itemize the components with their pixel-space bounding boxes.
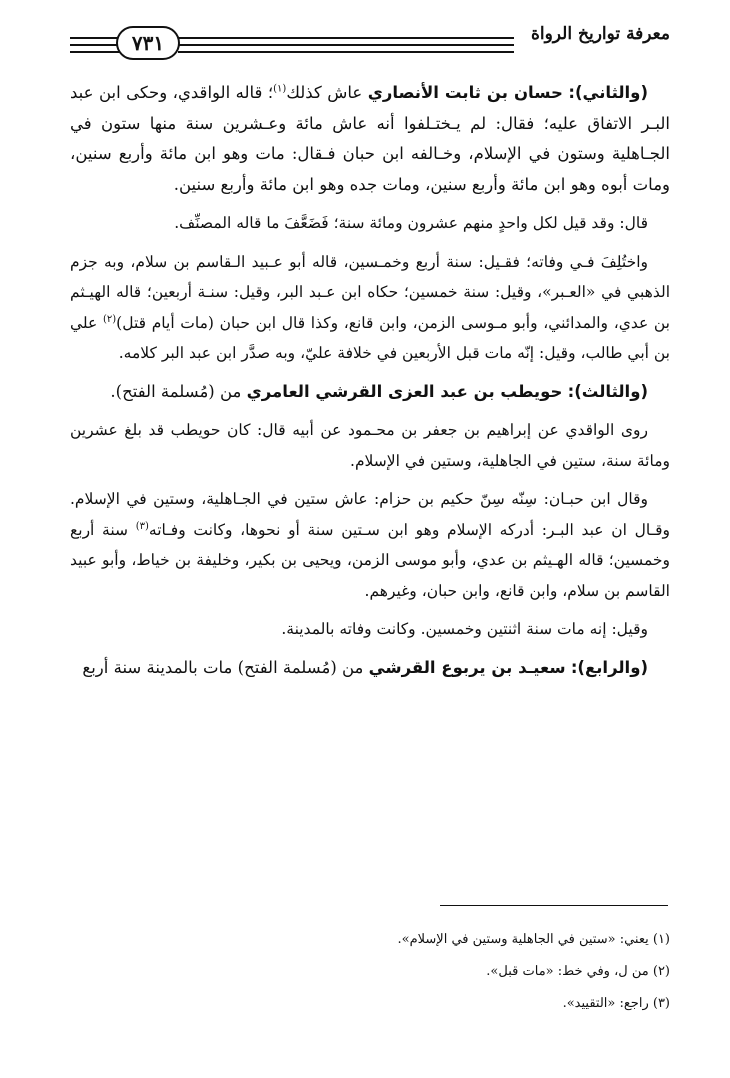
paragraph-text: سنة أربع وخمسين؛ قاله الهـيثم بن عدي، وأبو موسى الزمن، ويحيى بن بكير، وخليفة بن خياط، وأبو عبيد القاسم بن سلام، وابن قانع، وابن حبان، وغيرهم. bbox=[70, 520, 670, 600]
footnote-3: (٣) راجع: «التقييد». bbox=[562, 996, 670, 1011]
paragraph-third-entry bbox=[70, 377, 670, 408]
footnote-2: (٢) من ل، وفي خط: «مات قبل». bbox=[486, 964, 670, 979]
running-title: معرفة تواريخ الرواة bbox=[530, 24, 670, 44]
paragraph-text: وقال ابن حبـان: سِنّه سِنّ حكيم بن حزام: عاش ستين في الجـاهلية، وستين في الإسلام. وقـال ان عبد البـر: أدركه الإسلام وهو ابن سـتين سنة أو نحوها، وكانت وفـاته bbox=[70, 490, 670, 539]
paragraph-fourth-entry bbox=[70, 653, 670, 684]
entry-label: (والثالث): bbox=[567, 381, 648, 401]
paragraph-text: عاش كذلك bbox=[286, 83, 363, 102]
paragraph bbox=[70, 484, 670, 606]
header-rule bbox=[178, 37, 514, 39]
footnote-ref: (٢) bbox=[102, 313, 117, 325]
entry-name: سعيـد بن يربوع القرشي bbox=[368, 657, 566, 677]
footnote-1: (١) يعني: «ستين في الجاهلية وستين في الإسلام». bbox=[397, 932, 670, 947]
entry-label: (والرابع): bbox=[570, 657, 648, 677]
paragraph-text: من (مُسلمة الفتح). bbox=[110, 381, 242, 401]
header-rule bbox=[70, 44, 120, 46]
page-number: ٧٣١ bbox=[116, 26, 180, 60]
paragraph-text: واختُلِفَ فـي وفاته؛ فقـيل: سنة أربع وخمـسين، قاله أبو عـبيد الـقاسم بن سلام، وبه جزم الذهبي في «العـبر»، وقيل: سنة خمسين؛ حكاه ابن عـبد البر، وقيل: سنـة أربعين؛ قاله الهيـثم بن عدي، والمدائني، وأبو مـوسى الزمن، وابن قانع، وكذا قال ابن حبان (مات أيام قتل) bbox=[70, 252, 670, 332]
footnotes bbox=[70, 932, 670, 1028]
paragraph bbox=[70, 247, 670, 369]
header-rule bbox=[178, 51, 514, 53]
header-rule bbox=[178, 44, 514, 46]
page-header bbox=[70, 22, 670, 72]
paragraph: وقيل: إنه مات سنة اثنتين وخمسين. وكانت وفاته بالمدينة. bbox=[281, 620, 648, 638]
paragraph: روى الواقدي عن إبراهيم بن جعفر بن محـمود عن أبيه قال: كان حويطب قد بلغ عشرين ومائة سنة، ستين في الجاهلية، وستين في الإسلام. bbox=[70, 421, 670, 470]
paragraph-text: ؛ قاله الواقدي، وحكى ابن عبد البـر الاتفاق عليه؛ فقال: لم يـختـلفوا أنه عاش مائة وعـشرين سنة منها ستون في الجـاهلية وستون في الإسلام، وخـالفه ابن حبان فـقال: مات وهو ابن مائة وأربع سنين، ومات أبوه وهو ابن مائة وأربع سنين، ومات جده وهو ابن مائة وأربع سنين. bbox=[70, 83, 670, 194]
paragraph: قال: وقد قيل لكل واحدٍ منهم عشرون ومائة سنة؛ فَضَعَّفَ ما قاله المصنِّف. bbox=[174, 214, 648, 232]
header-rule bbox=[70, 37, 120, 39]
header-rule bbox=[70, 51, 120, 53]
footnote-ref: (٣) bbox=[135, 520, 149, 532]
paragraph-second-entry bbox=[70, 78, 670, 200]
footnote-separator bbox=[440, 905, 668, 906]
paragraph-text: من (مُسلمة الفتح) مات بالمدينة سنة أربع bbox=[82, 657, 364, 677]
footnote-ref: (١) bbox=[273, 83, 287, 95]
entry-name: حويطب بن عبد العزى القرشي العامري bbox=[246, 381, 563, 401]
main-text bbox=[70, 78, 670, 691]
paragraph-text: علي بن أبي طالب، وقيل: إنّه مات قبل الأربعين في خلافة عليّ، وبه صدَّر ابن عبد البر كلامه. bbox=[70, 313, 670, 362]
entry-label: (والثاني): bbox=[568, 83, 648, 102]
entry-name: حسان بن ثابت الأنصاري bbox=[367, 83, 563, 102]
